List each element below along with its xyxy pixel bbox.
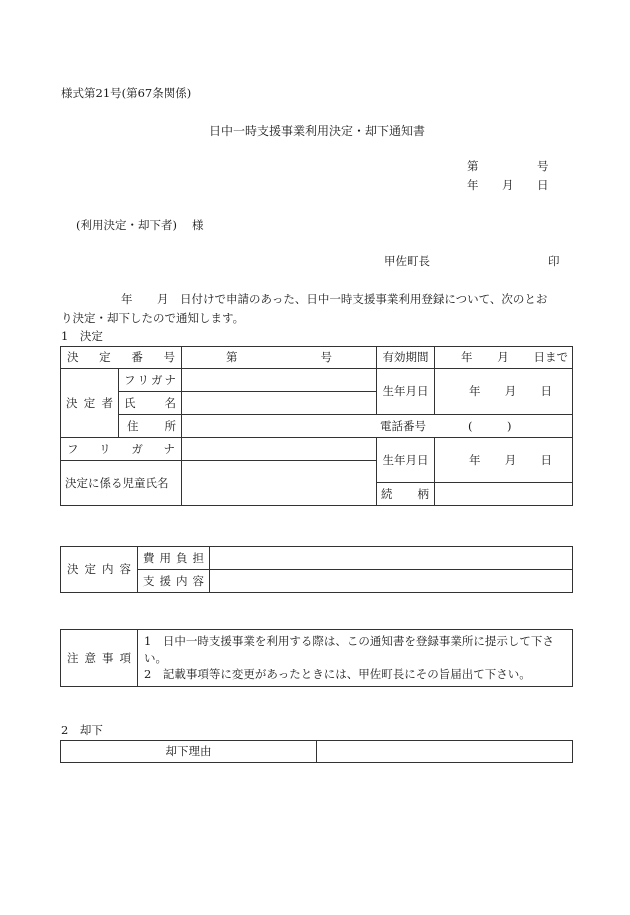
note-item-1: 1 日中一時支援事業を利用する際は、この通知書を登録事業所に提示して下さい。 [144, 634, 554, 665]
decision-number-field[interactable]: 第 号 [182, 347, 377, 369]
child-birthdate-label: 生年月日 [377, 438, 435, 483]
intro-month: 月 [157, 292, 169, 306]
furigana-label: フ リ ガ ナ [119, 369, 182, 392]
rejection-table [60, 740, 573, 763]
section2-heading: 2 却下 [61, 723, 103, 737]
relation-field[interactable] [435, 483, 573, 506]
honorific: 様 [192, 218, 204, 232]
cost-burden-field[interactable] [210, 547, 573, 570]
validity-field[interactable]: 年 月 日まで [435, 347, 573, 369]
intro-line2: り決定・却下したので通知します。 [61, 311, 245, 325]
phone-parens: ( ) [468, 418, 512, 433]
furigana-field[interactable] [182, 369, 377, 392]
doc-number-prefix: 第 [467, 159, 479, 173]
document-title: 日中一時支援事業利用決定・却下通知書 [209, 124, 426, 138]
decision-number-label: 決 定 番 号 [61, 347, 182, 369]
rejection-reason-label: 却下理由 [61, 741, 317, 763]
cost-burden-label: 費 用 負 担 [138, 547, 210, 570]
decision-content-table [60, 546, 573, 593]
form-number: 様式第21号(第67条関係) [61, 86, 192, 100]
section1-heading: 1 決定 [61, 329, 103, 343]
relation-label: 続 柄 [377, 483, 435, 506]
phone-label: 電話番号 [380, 418, 426, 433]
notes-table [60, 629, 573, 687]
date-year: 年 [467, 178, 479, 192]
child-name-field[interactable] [182, 461, 377, 506]
rejection-reason-field[interactable] [317, 741, 573, 763]
notes-label: 注 意 事 項 [61, 630, 138, 687]
doc-number-suffix: 号 [537, 159, 549, 173]
decision-content-label: 決 定 内 容 [61, 547, 138, 593]
address-label: 住 所 [119, 415, 182, 438]
birthdate-label: 生年月日 [377, 369, 435, 415]
note-item-2: 2 記載事項等に変更があったときには、甲佐町長にその旨届出て下さい。 [144, 667, 531, 682]
notes-body [138, 630, 573, 687]
child-furigana-field[interactable] [182, 438, 377, 461]
child-name-label: 決定に係る児童氏名 [61, 461, 182, 506]
decision-table [60, 346, 573, 506]
intro-year: 年 [121, 292, 133, 306]
issuer: 甲佐町長 [384, 254, 430, 268]
child-birthdate-field[interactable]: 年 月 日 [435, 438, 573, 483]
name-field[interactable] [182, 392, 377, 415]
child-furigana-label: フ リ ガ ナ [61, 438, 182, 461]
addressee: (利用決定・却下者) [76, 218, 177, 232]
date-day: 日 [537, 178, 549, 192]
support-content-field[interactable] [210, 570, 573, 593]
intro-line1: 日付けで申請のあった、日中一時支援事業利用登録について、次のとお [180, 292, 548, 306]
name-label: 氏 名 [119, 392, 182, 415]
address-phone-field[interactable] [182, 415, 573, 438]
seal-mark: 印 [548, 254, 560, 268]
decider-label: 決 定 者 [61, 369, 119, 438]
birthdate-field[interactable]: 年 月 日 [435, 369, 573, 415]
support-content-label: 支 援 内 容 [138, 570, 210, 593]
date-month: 月 [502, 178, 514, 192]
validity-label: 有効期間 [377, 347, 435, 369]
